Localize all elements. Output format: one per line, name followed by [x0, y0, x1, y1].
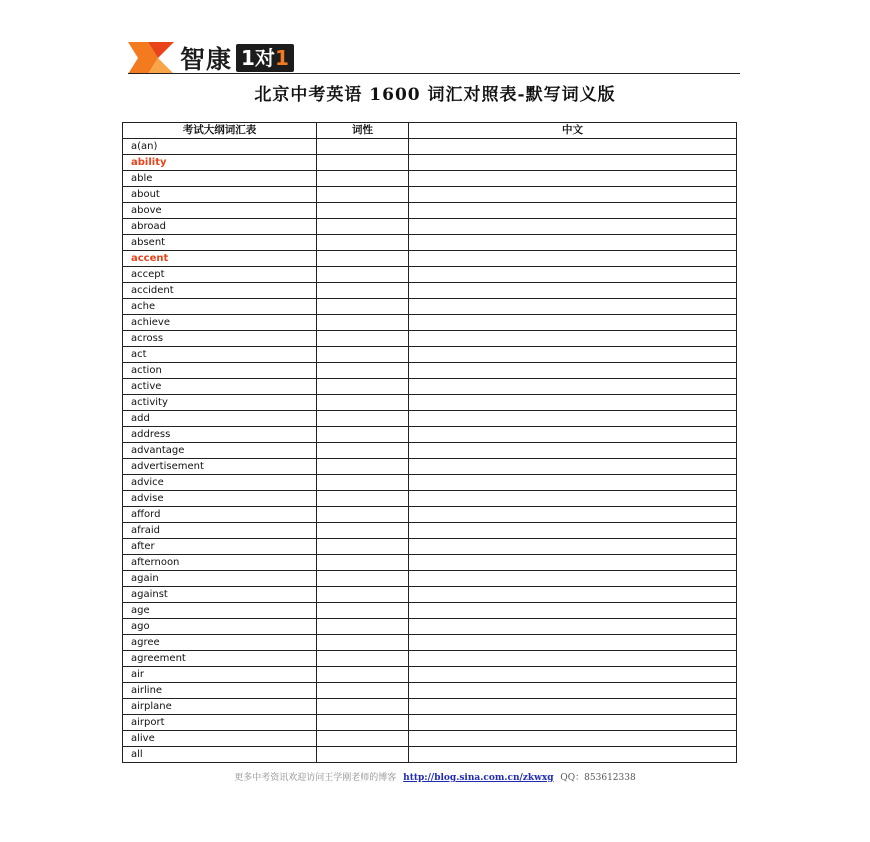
chinese-meaning-cell[interactable] [409, 571, 737, 587]
chinese-meaning-cell[interactable] [409, 155, 737, 171]
document-title: 北京中考英语 1600 词汇对照表-默写词义版 [254, 85, 616, 105]
table-row [123, 683, 737, 699]
chinese-meaning-cell[interactable] [409, 539, 737, 555]
chinese-meaning-cell[interactable] [409, 235, 737, 251]
chinese-meaning-cell[interactable] [409, 715, 737, 731]
vocab-word: accept [123, 267, 317, 283]
part-of-speech-cell[interactable] [317, 363, 409, 379]
vocab-word: advantage [123, 443, 317, 459]
table-row [123, 475, 737, 491]
table-row [123, 491, 737, 507]
vocab-word: above [123, 203, 317, 219]
part-of-speech-cell[interactable] [317, 699, 409, 715]
chinese-meaning-cell[interactable] [409, 731, 737, 747]
page-footer [0, 770, 870, 783]
brand-badge-num1: 1 [241, 46, 255, 70]
vocab-word: achieve [123, 315, 317, 331]
part-of-speech-cell[interactable] [317, 315, 409, 331]
table-row [123, 235, 737, 251]
table-row [123, 555, 737, 571]
chinese-meaning-cell[interactable] [409, 411, 737, 427]
vocab-word: ache [123, 299, 317, 315]
chinese-meaning-cell[interactable] [409, 171, 737, 187]
part-of-speech-cell[interactable] [317, 411, 409, 427]
vocab-word: airline [123, 683, 317, 699]
chinese-meaning-cell[interactable] [409, 395, 737, 411]
chinese-meaning-cell[interactable] [409, 523, 737, 539]
chinese-meaning-cell[interactable] [409, 267, 737, 283]
part-of-speech-cell[interactable] [317, 299, 409, 315]
table-row [123, 347, 737, 363]
vocab-word: active [123, 379, 317, 395]
part-of-speech-cell[interactable] [317, 651, 409, 667]
part-of-speech-cell[interactable] [317, 603, 409, 619]
table-header-row [123, 123, 737, 139]
part-of-speech-cell[interactable] [317, 283, 409, 299]
table-row [123, 251, 737, 267]
vocab-word: act [123, 347, 317, 363]
table-row [123, 507, 737, 523]
table-row [123, 187, 737, 203]
part-of-speech-cell[interactable] [317, 203, 409, 219]
vocab-word: absent [123, 235, 317, 251]
part-of-speech-cell[interactable] [317, 635, 409, 651]
chinese-meaning-cell[interactable] [409, 699, 737, 715]
chinese-meaning-cell[interactable] [409, 299, 737, 315]
vocab-word: ability [123, 155, 317, 171]
vocab-word: ago [123, 619, 317, 635]
table-body [123, 139, 737, 763]
vocab-word: again [123, 571, 317, 587]
vocab-word: airport [123, 715, 317, 731]
vocab-word: accent [123, 251, 317, 267]
table-row [123, 363, 737, 379]
chinese-meaning-cell[interactable] [409, 587, 737, 603]
vocab-word: abroad [123, 219, 317, 235]
vocab-word: about [123, 187, 317, 203]
part-of-speech-cell[interactable] [317, 619, 409, 635]
table-row [123, 331, 737, 347]
part-of-speech-cell[interactable] [317, 219, 409, 235]
vocab-word: after [123, 539, 317, 555]
footer-qq: QQ：853612338 [560, 773, 636, 783]
part-of-speech-cell[interactable] [317, 459, 409, 475]
part-of-speech-cell[interactable] [317, 747, 409, 763]
chinese-meaning-cell[interactable] [409, 747, 737, 763]
chinese-meaning-cell[interactable] [409, 619, 737, 635]
vocab-word: afford [123, 507, 317, 523]
brand-badge [236, 44, 294, 72]
vocab-word: advice [123, 475, 317, 491]
chinese-meaning-cell[interactable] [409, 651, 737, 667]
part-of-speech-cell[interactable] [317, 667, 409, 683]
vocab-word: action [123, 363, 317, 379]
table-row [123, 427, 737, 443]
vocab-word: afternoon [123, 555, 317, 571]
chinese-meaning-cell[interactable] [409, 219, 737, 235]
part-of-speech-cell[interactable] [317, 171, 409, 187]
chinese-meaning-cell[interactable] [409, 475, 737, 491]
part-of-speech-cell[interactable] [317, 331, 409, 347]
brand-logo-icon [128, 42, 174, 74]
table-row [123, 747, 737, 763]
part-of-speech-cell[interactable] [317, 731, 409, 747]
chinese-meaning-cell[interactable] [409, 379, 737, 395]
part-of-speech-cell[interactable] [317, 395, 409, 411]
vocab-word: advertisement [123, 459, 317, 475]
vocab-word: age [123, 603, 317, 619]
part-of-speech-cell[interactable] [317, 475, 409, 491]
chinese-meaning-cell[interactable] [409, 363, 737, 379]
table-row [123, 395, 737, 411]
table-row [123, 603, 737, 619]
header-chinese: 中文 [409, 123, 737, 139]
vocab-word: a(an) [123, 139, 317, 155]
table-row [123, 571, 737, 587]
part-of-speech-cell[interactable] [317, 155, 409, 171]
table-row [123, 203, 737, 219]
chinese-meaning-cell[interactable] [409, 347, 737, 363]
chinese-meaning-cell[interactable] [409, 331, 737, 347]
header-vocabulary: 考试大纲词汇表 [123, 123, 317, 139]
vocab-word: afraid [123, 523, 317, 539]
part-of-speech-cell[interactable] [317, 235, 409, 251]
part-of-speech-cell[interactable] [317, 187, 409, 203]
brand-badge-mid: 对 [254, 46, 275, 70]
chinese-meaning-cell[interactable] [409, 187, 737, 203]
chinese-meaning-cell[interactable] [409, 683, 737, 699]
vocab-word: airplane [123, 699, 317, 715]
part-of-speech-cell[interactable] [317, 523, 409, 539]
chinese-meaning-cell[interactable] [409, 491, 737, 507]
part-of-speech-cell[interactable] [317, 443, 409, 459]
table-row [123, 267, 737, 283]
table-row [123, 219, 737, 235]
brand-badge-num2: 1 [274, 46, 289, 70]
part-of-speech-cell[interactable] [317, 347, 409, 363]
vocab-word: against [123, 587, 317, 603]
vocab-word: alive [123, 731, 317, 747]
vocab-word: across [123, 331, 317, 347]
footer-text: 更多中考资讯欢迎访问王学刚老师的博客 [234, 773, 397, 783]
vocab-word: agreement [123, 651, 317, 667]
table-row [123, 459, 737, 475]
table-row [123, 715, 737, 731]
chinese-meaning-cell[interactable] [409, 139, 737, 155]
chinese-meaning-cell[interactable] [409, 427, 737, 443]
chinese-meaning-cell[interactable] [409, 635, 737, 651]
brand-logo [128, 42, 294, 74]
chinese-meaning-cell[interactable] [409, 315, 737, 331]
part-of-speech-cell[interactable] [317, 571, 409, 587]
table-row [123, 619, 737, 635]
part-of-speech-cell[interactable] [317, 683, 409, 699]
part-of-speech-cell[interactable] [317, 267, 409, 283]
chinese-meaning-cell[interactable] [409, 667, 737, 683]
vocab-word: advise [123, 491, 317, 507]
chinese-meaning-cell[interactable] [409, 459, 737, 475]
vocab-word: activity [123, 395, 317, 411]
table-row [123, 651, 737, 667]
vocab-word: all [123, 747, 317, 763]
part-of-speech-cell[interactable] [317, 587, 409, 603]
table-row [123, 411, 737, 427]
vocabulary-table [122, 122, 737, 763]
table-row [123, 699, 737, 715]
part-of-speech-cell[interactable] [317, 715, 409, 731]
brand-name: 智康 [180, 45, 233, 74]
chinese-meaning-cell[interactable] [409, 555, 737, 571]
vocab-word: accident [123, 283, 317, 299]
chinese-meaning-cell[interactable] [409, 603, 737, 619]
chinese-meaning-cell[interactable] [409, 283, 737, 299]
chinese-meaning-cell[interactable] [409, 203, 737, 219]
blog-link[interactable]: http://blog.sina.com.cn/zkwxg [403, 773, 554, 783]
part-of-speech-cell[interactable] [317, 539, 409, 555]
table-row [123, 635, 737, 651]
part-of-speech-cell[interactable] [317, 507, 409, 523]
chinese-meaning-cell[interactable] [409, 507, 737, 523]
table-row [123, 283, 737, 299]
table-row [123, 587, 737, 603]
table-row [123, 155, 737, 171]
header-divider [128, 73, 740, 74]
vocab-word: air [123, 667, 317, 683]
vocab-word: add [123, 411, 317, 427]
table-row [123, 379, 737, 395]
table-row [123, 539, 737, 555]
part-of-speech-cell[interactable] [317, 427, 409, 443]
table-row [123, 299, 737, 315]
vocab-word: address [123, 427, 317, 443]
part-of-speech-cell[interactable] [317, 139, 409, 155]
chinese-meaning-cell[interactable] [409, 443, 737, 459]
part-of-speech-cell[interactable] [317, 491, 409, 507]
vocab-word: able [123, 171, 317, 187]
part-of-speech-cell[interactable] [317, 555, 409, 571]
table-row [123, 171, 737, 187]
vocab-word: agree [123, 635, 317, 651]
table-row [123, 731, 737, 747]
part-of-speech-cell[interactable] [317, 251, 409, 267]
part-of-speech-cell[interactable] [317, 379, 409, 395]
table-row [123, 523, 737, 539]
header-part-of-speech: 词性 [317, 123, 409, 139]
table-row [123, 315, 737, 331]
table-row [123, 139, 737, 155]
table-row [123, 443, 737, 459]
chinese-meaning-cell[interactable] [409, 251, 737, 267]
table-row [123, 667, 737, 683]
